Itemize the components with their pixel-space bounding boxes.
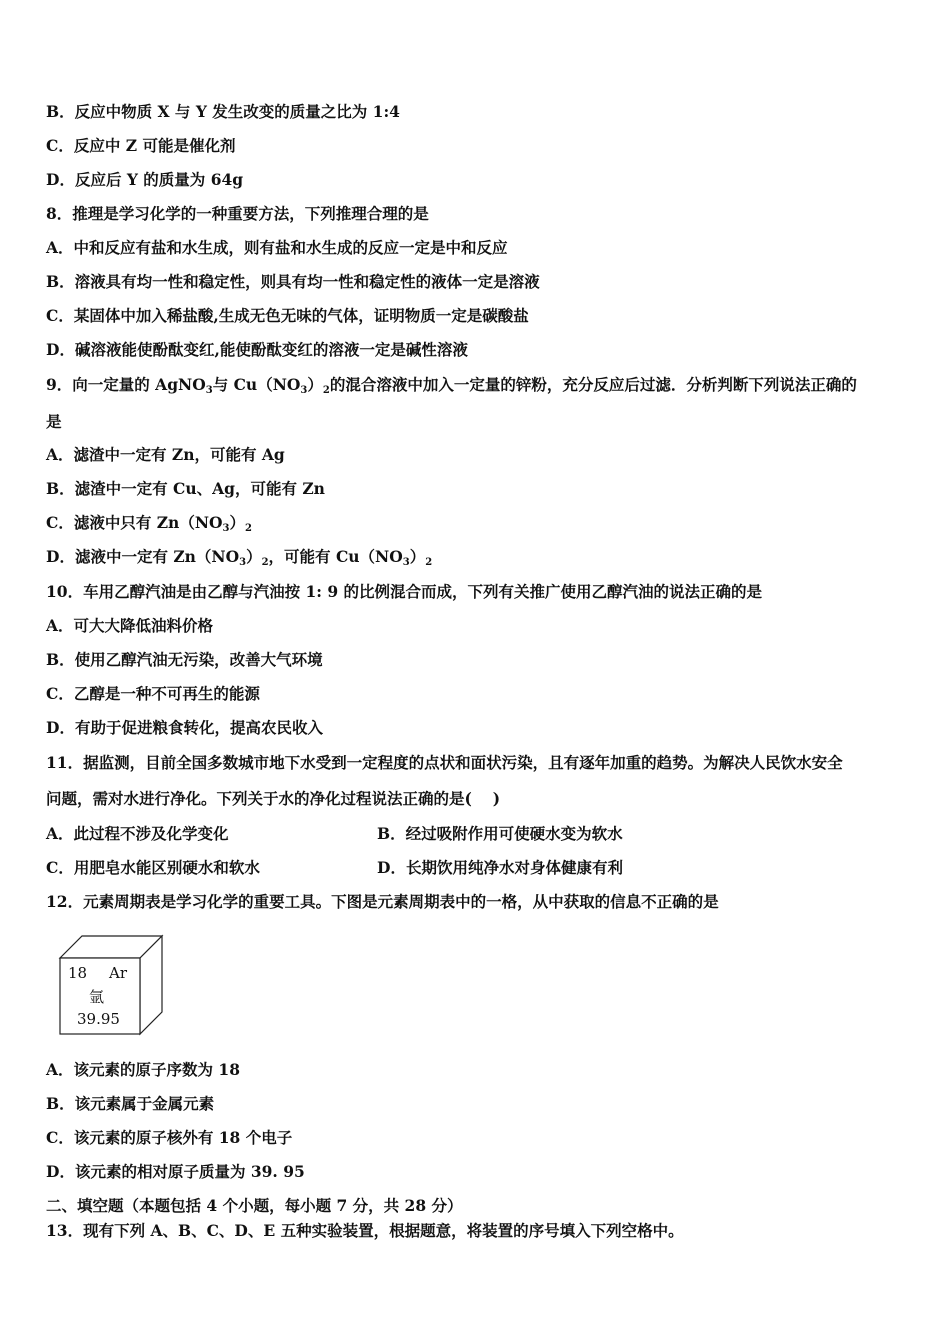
q10-option-d: D．有助于促进粮食转化，提高农民收入	[46, 718, 323, 737]
q9d-text: D．滤液中一定有 Zn（NO	[46, 547, 240, 566]
q9-text: ）	[307, 375, 323, 394]
q11-option-b: B．经过吸附作用可使硬水变为软水	[377, 824, 623, 843]
q11-option-d: D．长期饮用纯净水对身体健康有利	[377, 858, 623, 877]
subscript: 2	[261, 557, 269, 568]
subscript: 2	[425, 557, 433, 568]
q12-option-b: B．该元素属于金属元素	[46, 1094, 215, 1113]
q8-option-a: A．中和反应有盐和水生成，则有盐和水生成的反应一定是中和反应	[46, 238, 508, 257]
q9-option-a: A．滤渣中一定有 Zn，可能有 Ag	[46, 445, 285, 464]
subscript: 3	[239, 557, 247, 568]
subscript: 2	[322, 385, 330, 396]
q8-option-d: D．碱溶液能使酚酞变红,能使酚酞变红的溶液一定是碱性溶液	[46, 340, 468, 359]
q7-option-c: C．反应中 Z 可能是催化剂	[46, 136, 236, 155]
element-tile	[58, 934, 166, 1036]
q10-stem: 10．车用乙醇汽油是由乙醇与汽油按 1: 9 的比例混合而成，下列有关推广使用乙醇汽油的说法正确的是	[46, 582, 763, 601]
q10-option-a: A．可大大降低油料价格	[46, 616, 214, 635]
subscript: 3	[222, 523, 230, 534]
q9-stem-cont: 是	[46, 412, 62, 431]
q10-option-c: C．乙醇是一种不可再生的能源	[46, 684, 260, 703]
subscript: 3	[205, 385, 213, 396]
q9c-text: C．滤液中只有 Zn（NO	[46, 513, 223, 532]
element-name: 氩	[89, 988, 105, 1006]
q8-stem: 8．推理是学习化学的一种重要方法，下列推理合理的是	[46, 204, 429, 223]
q9d-text: ）	[246, 547, 262, 566]
q9-text: 的混合溶液中加入一定量的锌粉，充分反应后过滤．分析判断下列说法正确的	[329, 375, 857, 394]
q12-option-d: D．该元素的相对原子质量为 39. 95	[46, 1162, 305, 1181]
q9d-text: ，可能有 Cu（NO	[268, 547, 403, 566]
section-heading: 二、填空题（本题包括 4 个小题，每小题 7 分，共 28 分）	[46, 1196, 463, 1215]
q9-text: 9．向一定量的 AgNO	[46, 375, 206, 394]
q9-option-d	[46, 547, 432, 573]
q10-option-b: B．使用乙醇汽油无污染，改善大气环境	[46, 650, 323, 669]
q7-option-b: B．反应中物质 X 与 Y 发生改变的质量之比为 1:4	[46, 102, 400, 121]
q9d-text: ）	[409, 547, 426, 566]
q12-option-a: A．该元素的原子序数为 18	[46, 1060, 240, 1079]
q8-option-b: B．溶液具有均一性和稳定性，则具有均一性和稳定性的液体一定是溶液	[46, 272, 540, 291]
q9-option-b: B．滤渣中一定有 Cu、Ag，可能有 Zn	[46, 479, 325, 498]
element-symbol: Ar	[109, 964, 128, 982]
subscript: 3	[300, 385, 308, 396]
q8-option-c: C．某固体中加入稀盐酸,生成无色无味的气体，证明物质一定是碳酸盐	[46, 306, 529, 325]
atomic-mass: 39.95	[77, 1010, 120, 1028]
q9-option-c	[46, 513, 252, 539]
q12-stem: 12．元素周期表是学习化学的重要工具。下图是元素周期表中的一格，从中获取的信息不正确的是	[46, 892, 719, 911]
q12-option-c: C．该元素的原子核外有 18 个电子	[46, 1128, 293, 1147]
atomic-number: 18	[68, 964, 88, 982]
q11-option-c: C．用肥皂水能区别硬水和软水	[46, 858, 260, 877]
subscript: 2	[244, 523, 252, 534]
q9-stem	[46, 375, 857, 401]
q9c-text: ）	[229, 513, 245, 532]
q11-stem-cont: 问题，需对水进行净化。下列关于水的净化过程说法正确的是( )	[46, 789, 501, 808]
q9-text: 与 Cu（NO	[212, 375, 301, 394]
q11-stem: 11．据监测，目前全国多数城市地下水受到一定程度的点状和面状污染，且有逐年加重的趋势。为解决人民饮水安全	[46, 753, 843, 772]
q11-option-a: A．此过程不涉及化学变化	[46, 824, 229, 843]
q13-stem: 13．现有下列 A、B、C、D、E 五种实验装置，根据题意，将装置的序号填入下列空格中。	[46, 1221, 684, 1240]
q7-option-d: D．反应后 Y 的质量为 64g	[46, 170, 244, 189]
subscript: 3	[402, 557, 410, 568]
